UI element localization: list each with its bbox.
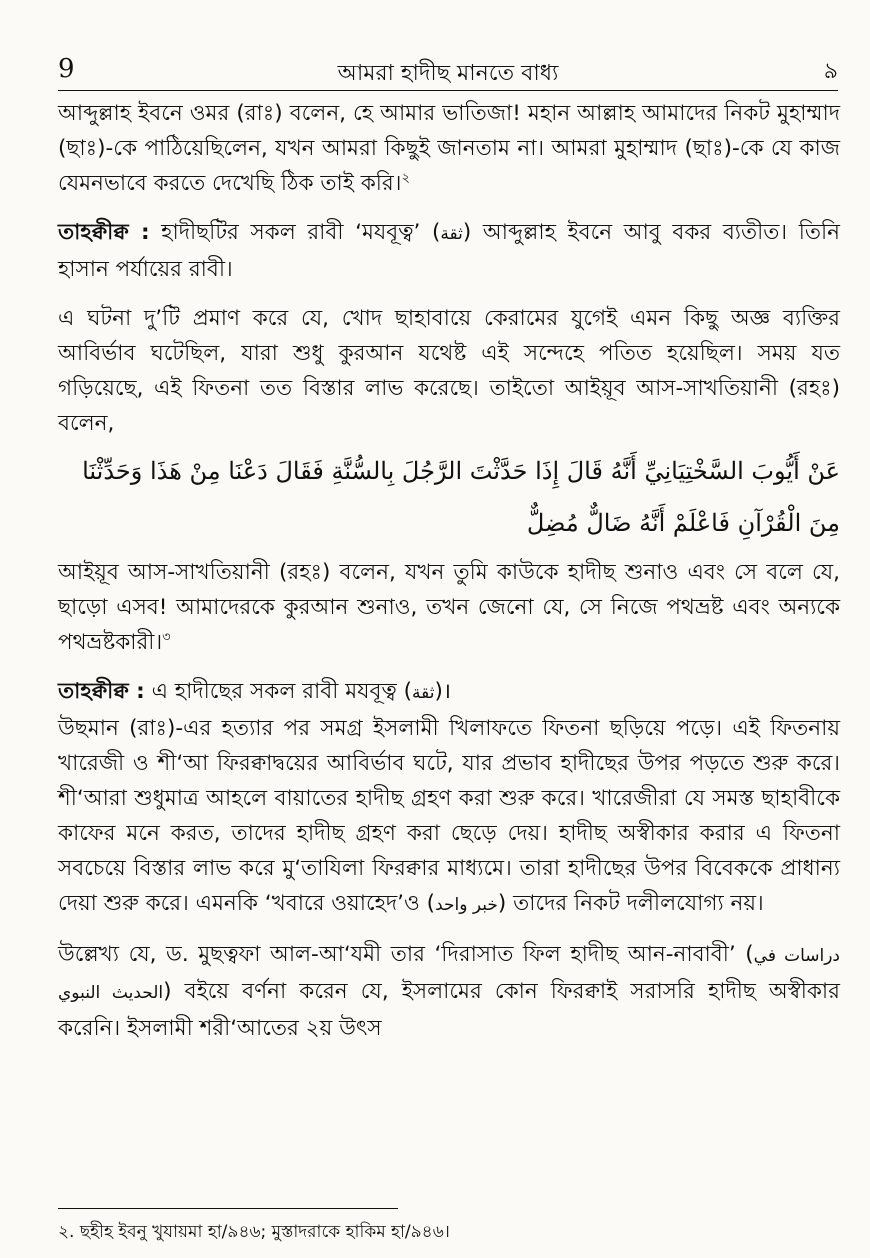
paragraph-2: এ ঘটনা দু’টি প্রমাণ করে যে, খোদ ছাহাবায়ে কেরামের যুগেই এমন কিছু অজ্ঞ ব্যক্তির আবির্ভাব ঘটেছিল, যারা শুধু কুরআন যথেষ্ট এই সন্দেহে পতিত হয়েছিল। সময় যত গড়িয়েছে, এই ফিতনা তত বিস্তার লাভ করেছে। তাইতো আইয়ূব আস-সাখতিয়ানী (রহঃ) বলেন, bbox=[58, 306, 840, 436]
paragraph-4-arabic-term: خبر واحد bbox=[435, 895, 498, 915]
paragraph-5-text-a: উল্লেখ্য যে, ড. মুছত্বফা আল-আ‘যমী তার ‘দিরাসাত ফিল হাদীছ আন-নাবাবী’ ( bbox=[58, 942, 754, 967]
page-header bbox=[58, 50, 838, 91]
footnote-2: ২. ছহীহ ইবনু খুযায়মা হা/৯৪৬; মুস্তাদরাকে হাকিম হা/৯৪৬। bbox=[58, 1222, 450, 1242]
tahqiq-1-text-b: ) আব্দুল্লাহ ইবনে আবু বকর ব্যতীত। তিনি হাসান পর্যায়ের রাবী। bbox=[58, 220, 841, 282]
paragraph-3-text: আইয়ূব আস-সাখতিয়ানী (রহঃ) বলেন, যখন তুমি কাউকে হাদীছ শুনাও এবং সে বলে যে, ছাড়ো এসব! আমাদেরকে কুরআন শুনাও, তখন জেনো যে, সে নিজে পথভ্রষ্ট এবং অন্যকে পথভ্রষ্টকারী। bbox=[58, 560, 840, 655]
page-number-bengali: ৯ bbox=[823, 59, 838, 84]
paragraph-5 bbox=[58, 937, 840, 1046]
tahqiq-2 bbox=[58, 674, 840, 711]
arabic-quote-line-1: عَنْ أَيُّوبَ السَّخْتِيَانِيِّ أَنَّهُ قَالَ إِذَا حَدَّثْتَ الرَّجُلَ بِالسُّنَّةِ فَقَالَ دَعْنَا مِنْ هَذَا وَحَدِّثْنَا bbox=[82, 457, 840, 485]
arabic-quote-line-2: مِنَ الْقُرْآنِ فَاعْلَمْ أَنَّهُ ضَالٌّ مُضِلٌّ bbox=[526, 509, 840, 537]
tahqiq-1-text-a: হাদীছটির সকল রাবী ‘মযবূত্ব’ ( bbox=[149, 220, 441, 245]
paragraph-4-text-b: ) তাদের নিকট দলীলযোগ্য নয়। bbox=[497, 891, 764, 916]
running-title: আমরা হাদীছ মানতে বাধ্য bbox=[337, 61, 559, 86]
footnote-divider bbox=[58, 1208, 398, 1209]
footnote-ref-3: ৩ bbox=[162, 629, 171, 645]
tahqiq-2-arabic-term: ثقة bbox=[412, 683, 435, 703]
page-number-latin: 9 bbox=[58, 54, 75, 84]
tahqiq-1 bbox=[58, 215, 840, 287]
paragraph-3 bbox=[58, 555, 840, 660]
page-body bbox=[58, 96, 840, 1046]
tahqiq-2-text-a: এ হাদীছের সকল রাবী মযবূত্ব ( bbox=[144, 679, 413, 704]
tahqiq-2-text-b: )। bbox=[434, 679, 452, 704]
tahqiq-1-label: তাহক্বীক্ব : bbox=[58, 220, 150, 245]
paragraph-1 bbox=[58, 96, 840, 201]
footnote-ref-2: ২ bbox=[401, 170, 410, 186]
paragraph-5-arabic-title: دراسات في الحديث النبوي bbox=[58, 946, 840, 1003]
paragraph-4 bbox=[58, 711, 840, 923]
arabic-quote bbox=[58, 445, 840, 549]
paragraph-4-text-a: উছমান (রাঃ)-এর হত্যার পর সমগ্র ইসলামী খিলাফতে ফিতনা ছড়িয়ে পড়ে। এই ফিতনায় খারেজী ও শী‘আ ফিরক্বাদ্বয়ের আবির্ভাব ঘটে, যার প্রভাব হাদীছের উপর পড়তে শুরু করে। শী‘আরা শুধুমাত্র আহলে বায়াতের হাদীছ গ্রহণ করা শুরু করে। খারেজীরা যে সমস্ত ছাহাবীকে কাফের মনে করত, তাদের হাদীছ গ্রহণ করা ছেড়ে দেয়। হাদীছ অস্বীকার করার এ ফিতনা সবচেয়ে বিস্তার লাভ করে মু‘তাযিলা ফিরক্বার মাধ্যমে। তারা হাদীছের উপর বিবেককে প্রাধান্য দেয়া শুরু করে। এমনকি ‘খবারে ওয়াহেদ’ও ( bbox=[58, 716, 840, 916]
tahqiq-1-arabic-term: ثقة bbox=[440, 224, 463, 244]
paragraph-1-text: আব্দুল্লাহ ইবনে ওমর (রাঃ) বলেন, হে আমার ভাতিজা! মহান আল্লাহ আমাদের নিকট মুহাম্মাদ (ছাঃ)-কে পাঠিয়েছিলেন, যখন আমরা কিছুই জানতাম না। আমরা মুহাম্মাদ (ছাঃ)-কে যে কাজ যেমনভাবে করতে দেখেছি ঠিক তাই করি। bbox=[58, 101, 840, 196]
paragraph-5-text-b: ) বইয়ে বর্ণনা করেন যে, ইসলামের কোন ফিরক্বাই সরাসরি হাদীছ অস্বীকার করেনি। ইসলামী শরী‘আতের ২য় উৎস bbox=[58, 979, 840, 1041]
tahqiq-2-label: তাহক্বীক্ব : bbox=[58, 679, 145, 704]
